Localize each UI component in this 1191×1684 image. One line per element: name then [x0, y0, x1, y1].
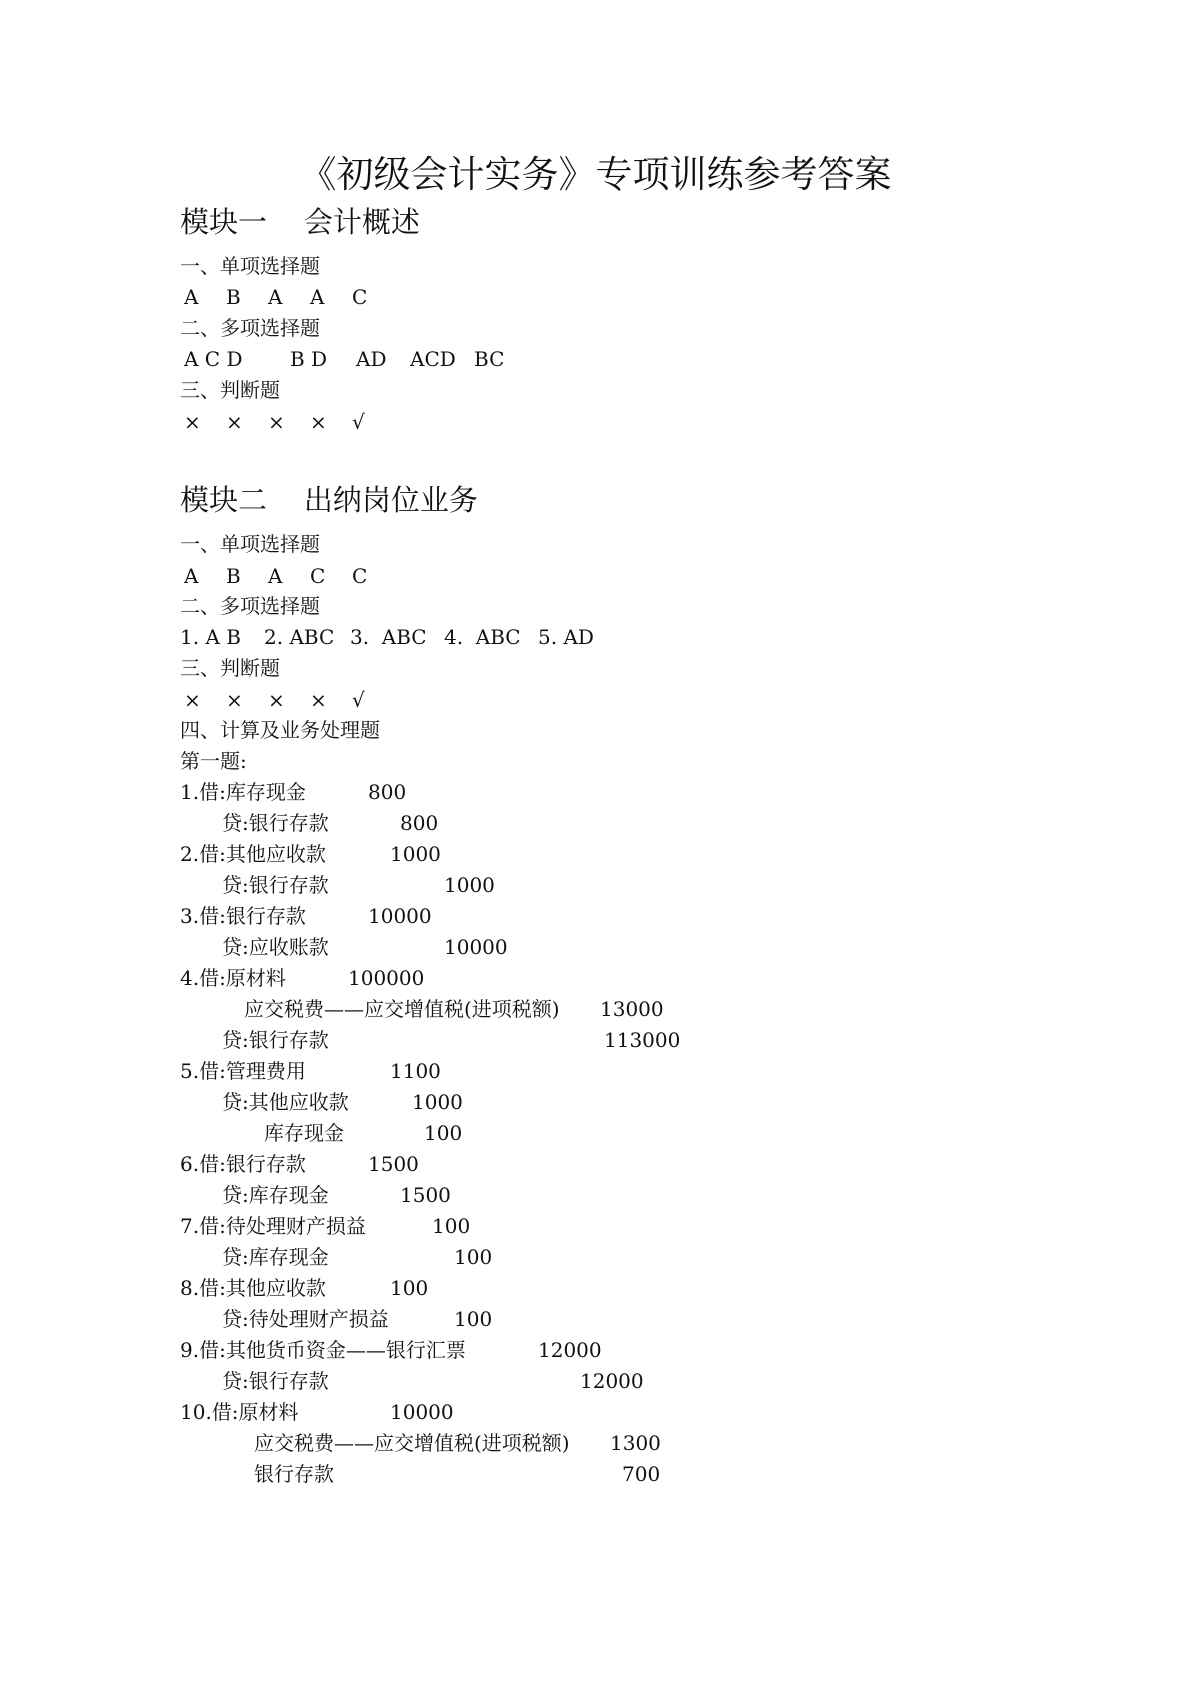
entry-amount: 100000 — [348, 966, 425, 990]
answer-mark: × — [310, 410, 327, 434]
question-1-heading: 第一题: — [180, 749, 247, 773]
entry-amount: 100 — [454, 1245, 493, 1269]
answer-mark: × — [268, 688, 285, 712]
answer-mark: √ — [352, 688, 365, 712]
answer: 2. ABC — [264, 625, 335, 649]
entry-amount: 100 — [454, 1307, 493, 1331]
entry-text: 贷:应收账款 — [222, 935, 329, 959]
answer: B — [226, 564, 241, 588]
entry-text: 贷:待处理财产损益 — [222, 1307, 389, 1331]
entry-text: 8.借:其他应收款 — [180, 1276, 326, 1300]
entry-text: 贷:银行存款 — [222, 1028, 329, 1052]
entry-text: 应交税费——应交增值税(进项税额) — [254, 1431, 570, 1455]
answer: B D — [290, 347, 328, 371]
entry-amount: 1000 — [444, 873, 495, 897]
entry-text: 6.借:银行存款 — [180, 1152, 306, 1176]
module-2-calc-heading: 四、计算及业务处理题 — [180, 718, 380, 742]
module-1-single-choice-heading: 一、单项选择题 — [180, 254, 320, 278]
entry-amount: 10000 — [390, 1400, 454, 1424]
answer-mark: × — [268, 410, 285, 434]
entry-amount: 1500 — [368, 1152, 419, 1176]
answer: 3. ABC — [350, 625, 427, 649]
answer: A — [184, 285, 199, 309]
module-2-multi-choice-heading: 二、多项选择题 — [180, 594, 320, 618]
entry-text: 应交税费——应交增值税(进项税额) — [244, 997, 560, 1021]
answer: B — [226, 285, 241, 309]
entry-amount: 100 — [424, 1121, 463, 1145]
entry-amount: 800 — [400, 811, 439, 835]
module-2-judge-heading: 三、判断题 — [180, 656, 280, 680]
module-2-single-choice-heading: 一、单项选择题 — [180, 532, 320, 556]
document-title: 《初级会计实务》专项训练参考答案 — [299, 153, 892, 196]
answer: 1. A B — [180, 625, 241, 649]
entry-text: 10.借:原材料 — [180, 1400, 299, 1424]
entry-text: 贷:其他应收款 — [222, 1090, 349, 1114]
entry-text: 1.借:库存现金 — [180, 780, 306, 804]
entry-text: 2.借:其他应收款 — [180, 842, 326, 866]
entry-text: 银行存款 — [254, 1462, 334, 1486]
entry-amount: 13000 — [600, 997, 664, 1021]
answer: AD — [356, 347, 387, 371]
answer: A — [268, 285, 283, 309]
entry-amount: 10000 — [368, 904, 432, 928]
entry-amount: 1500 — [400, 1183, 451, 1207]
entry-text: 贷:银行存款 — [222, 1369, 329, 1393]
answer: 4. ABC — [444, 625, 521, 649]
entry-text: 贷:库存现金 — [222, 1245, 329, 1269]
answer-mark: × — [226, 410, 243, 434]
module-1-multi-choice-heading: 二、多项选择题 — [180, 316, 320, 340]
entry-amount: 10000 — [444, 935, 508, 959]
entry-amount: 100 — [432, 1214, 471, 1238]
answer: ACD — [410, 347, 456, 371]
entry-amount: 100 — [390, 1276, 429, 1300]
entry-amount: 1300 — [610, 1431, 661, 1455]
entry-amount: 700 — [622, 1462, 661, 1486]
entry-amount: 12000 — [580, 1369, 644, 1393]
entry-text: 4.借:原材料 — [180, 966, 286, 990]
module-1-judge-heading: 三、判断题 — [180, 378, 280, 402]
answer: A C D — [184, 347, 243, 371]
answer: C — [310, 564, 326, 588]
answer-mark: × — [226, 688, 243, 712]
entry-amount: 1000 — [412, 1090, 463, 1114]
answer-mark: × — [184, 410, 201, 434]
entry-text: 9.借:其他货币资金——银行汇票 — [180, 1338, 466, 1362]
entry-text: 贷:库存现金 — [222, 1183, 329, 1207]
answer: 5. AD — [538, 625, 594, 649]
answer-mark: × — [184, 688, 201, 712]
entry-text: 7.借:待处理财产损益 — [180, 1214, 366, 1238]
answer: A — [184, 564, 199, 588]
entry-amount: 113000 — [604, 1028, 681, 1052]
answer: A — [268, 564, 283, 588]
module-1-heading: 模块一 会计概述 — [180, 205, 420, 239]
entry-text: 5.借:管理费用 — [180, 1059, 306, 1083]
answer: BC — [474, 347, 505, 371]
entry-amount: 1000 — [390, 842, 441, 866]
answer: C — [352, 285, 368, 309]
answer-mark: √ — [352, 410, 365, 434]
answer: C — [352, 564, 368, 588]
entry-amount: 800 — [368, 780, 407, 804]
answer: A — [310, 285, 325, 309]
entry-text: 3.借:银行存款 — [180, 904, 306, 928]
entry-amount: 12000 — [538, 1338, 602, 1362]
entry-text: 库存现金 — [264, 1121, 344, 1145]
module-2-heading: 模块二 出纳岗位业务 — [180, 483, 478, 517]
entry-text: 贷:银行存款 — [222, 873, 329, 897]
entry-text: 贷:银行存款 — [222, 811, 329, 835]
answer-mark: × — [310, 688, 327, 712]
entry-amount: 1100 — [390, 1059, 441, 1083]
